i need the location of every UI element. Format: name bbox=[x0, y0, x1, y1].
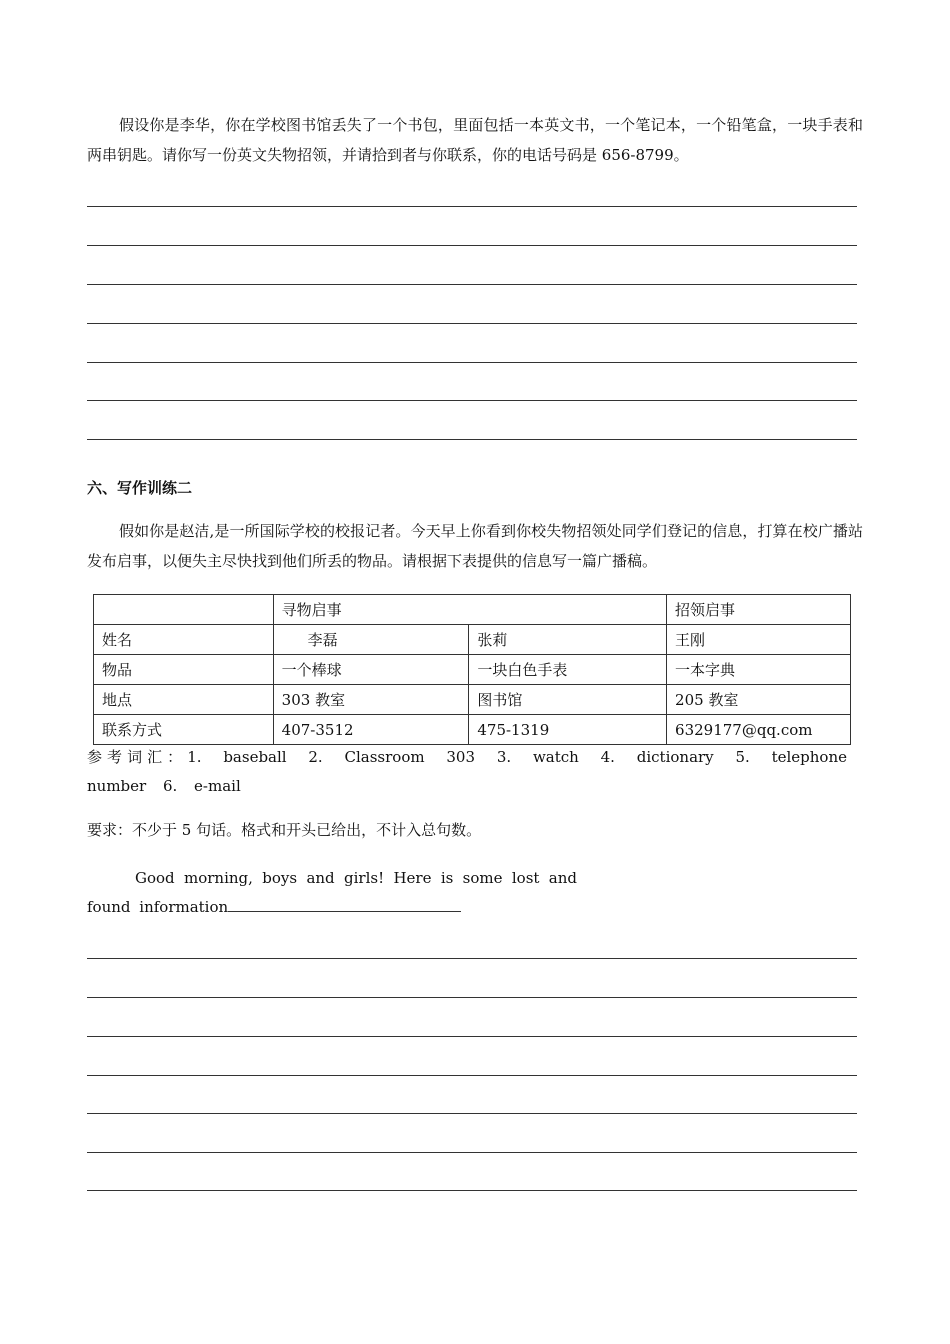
table-cell: 205 教室 bbox=[667, 685, 851, 715]
table-cell: 一个棒球 bbox=[273, 655, 469, 685]
table-row bbox=[94, 655, 851, 685]
answer-line[interactable] bbox=[87, 1152, 857, 1153]
answer-line[interactable] bbox=[87, 245, 857, 246]
requirement-text: 要求：不少于 5 句话。格式和开头已给出，不计入总句数。 bbox=[87, 821, 482, 839]
answer-line[interactable] bbox=[87, 284, 857, 285]
answer-line[interactable] bbox=[87, 362, 857, 363]
table-cell: 李磊 bbox=[273, 625, 469, 655]
table-cell: 地点 bbox=[94, 685, 274, 715]
table-cell: 图书馆 bbox=[469, 685, 667, 715]
table-cell: 303 教室 bbox=[273, 685, 469, 715]
table-cell: 物品 bbox=[94, 655, 274, 685]
table-header-cell: 寻物启事 bbox=[273, 595, 666, 625]
table-row bbox=[94, 685, 851, 715]
answer-line[interactable] bbox=[87, 997, 857, 998]
table-row bbox=[94, 715, 851, 745]
answer-line[interactable] bbox=[87, 1190, 857, 1191]
opening-blank[interactable] bbox=[228, 895, 461, 912]
table-cell: 一本字典 bbox=[667, 655, 851, 685]
table-cell: 姓名 bbox=[94, 625, 274, 655]
section-heading: 六、写作训练二 bbox=[87, 479, 193, 497]
answer-line[interactable] bbox=[87, 1113, 857, 1114]
table-header-cell bbox=[94, 595, 274, 625]
table-cell: 联系方式 bbox=[94, 715, 274, 745]
table-header-row bbox=[94, 595, 851, 625]
essay-opening bbox=[87, 864, 577, 922]
answer-line[interactable] bbox=[87, 206, 857, 207]
table-cell: 张莉 bbox=[469, 625, 667, 655]
answer-line[interactable] bbox=[87, 323, 857, 324]
answer-line[interactable] bbox=[87, 1036, 857, 1037]
lost-found-table bbox=[93, 594, 851, 745]
table-cell: 407-3512 bbox=[273, 715, 469, 745]
reference-vocabulary: 参考词汇：1. baseball 2. Classroom 303 3. watch 4. dictionary 5. telephone number 6. e-mail bbox=[87, 748, 847, 795]
opening-text: Good morning, boys and girls! Here is some lost and found information bbox=[87, 869, 577, 916]
table-cell: 一块白色手表 bbox=[469, 655, 667, 685]
table-cell: 475-1319 bbox=[469, 715, 667, 745]
task1-prompt: 假设你是李华，你在学校图书馆丢失了一个书包，里面包括一本英文书，一个笔记本，一个铅笔盒，一块手表和两串钥匙。请你写一份英文失物招领，并请拾到者与你联系，你的电话号码是 656-8799。 bbox=[87, 116, 863, 164]
table-row bbox=[94, 625, 851, 655]
table-header-cell: 招领启事 bbox=[667, 595, 851, 625]
answer-line[interactable] bbox=[87, 1075, 857, 1076]
table-cell: 王刚 bbox=[667, 625, 851, 655]
answer-line[interactable] bbox=[87, 400, 857, 401]
section6-prompt: 假如你是赵洁,是一所国际学校的校报记者。今天早上你看到你校失物招领处同学们登记的信息，打算在校广播站发布启事，以便失主尽快找到他们所丢的物品。请根据下表提供的信息写一篇广播稿。 bbox=[87, 522, 863, 570]
table-cell: 6329177@qq.com bbox=[667, 715, 851, 745]
answer-line[interactable] bbox=[87, 439, 857, 440]
answer-line[interactable] bbox=[87, 958, 857, 959]
